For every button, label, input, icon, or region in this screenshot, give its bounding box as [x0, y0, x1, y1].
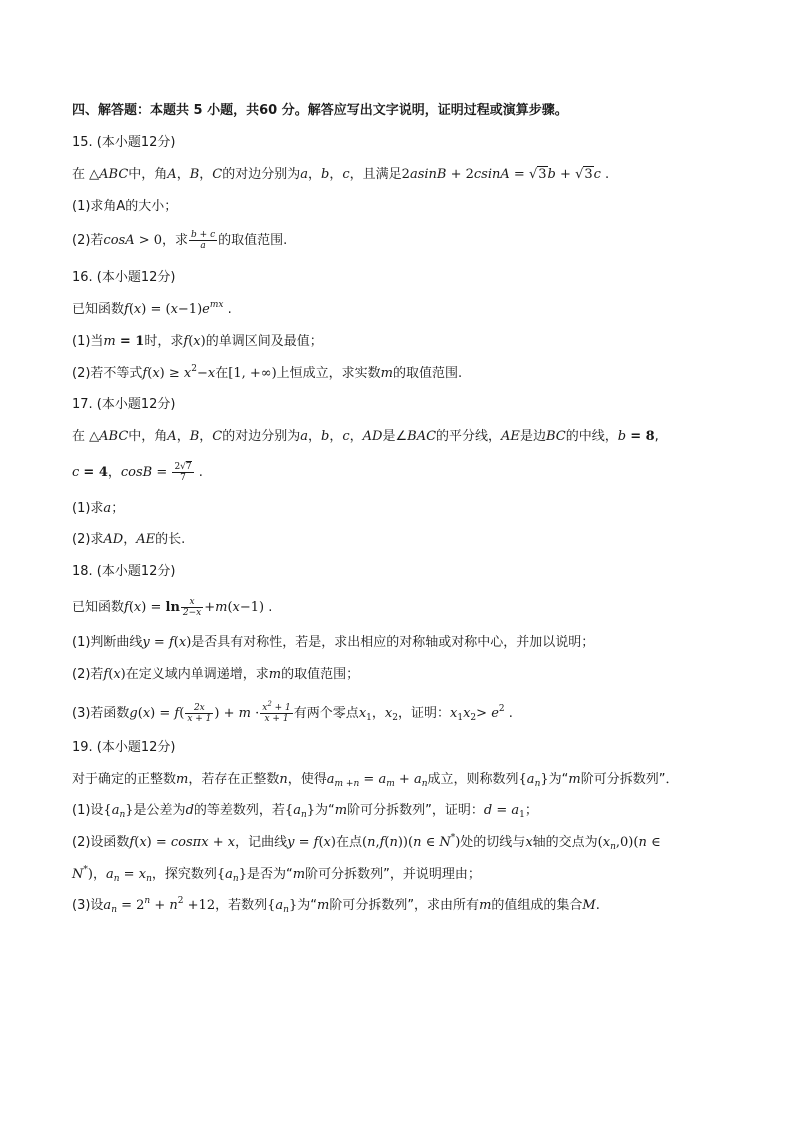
- problem-18-part-3: (3)若函数g(x) = f( $\frac{2x}{x + 1}$ ) + m · $\frac{x^2 + 1}{x + 1}$ 有两个零点$x_1$，$x_2$，证明：$x_1x_2> e^2$ .: [72, 700, 513, 724]
- problem-16-part-1: (1)当m = 1时，求f(x)的单调区间及最值；: [72, 334, 323, 349]
- problem-19-part-3: (3)设$a_n = 2^n + n^2 +12$，若数列$\{a_n\}$为“m阶可分拆数列”，求由所有m的值组成的集合M.: [72, 896, 600, 915]
- problem-15-statement: 在 △ABC中，角A，B，C的对边分别为a，b，c，且满足2asinB + 2csinA = √3b + √3c .: [72, 167, 610, 182]
- section-heading: 四、解答题：本题共 5 小题，共60 分。解答应写出文字说明，证明过程或演算步骤。: [72, 103, 568, 118]
- problem-15-part-1: (1)求角A的大小；: [72, 199, 178, 214]
- problem-19-part-2-cont: N*)，$a_n = x_n$，探究数列$\{a_n\}$是否为“m阶可分拆数列”，并说明理由；: [72, 865, 481, 884]
- problem-19-statement: 对于确定的正整数m，若存在正整数n，使得$a_{m +n} = a_m + a_n$成立，则称数列$\{a_n\}$为“m阶可分拆数列”．: [72, 772, 679, 789]
- problem-18-part-2: (2)若f(x)在定义域内单调递增，求m的取值范围；: [72, 667, 360, 682]
- problem-19-part-2: (2)设函数f(x) = cosπx + x，记曲线y = f(x)在点(n,f(n))(n ∈ N*)处的切线与x轴的交点为$(x_n,0)(n$ ∈: [72, 833, 661, 852]
- problem-19-part-1: (1)设$\{a_n\}$是公差为d的等差数列，若$\{a_n\}$为“m阶可分拆数列”，证明：$d = a_1$；: [72, 803, 538, 820]
- problem-17-header: 17. (本小题12分): [72, 397, 176, 412]
- problem-19-header: 19. (本小题12分): [72, 740, 176, 755]
- problem-17-statement: 在 △ABC中，角A，B，C的对边分别为a，b，c，AD是∠BAC的平分线，AE是边BC的中线，b = 8,: [72, 429, 659, 444]
- problem-18-statement: 已知函数f(x) = ln $\frac{x}{2-x}$ +m(x−1) .: [72, 597, 273, 618]
- problem-17-part-1: (1)求a；: [72, 501, 125, 516]
- problem-15-header: 15. (本小题12分): [72, 135, 176, 150]
- problem-18-part-1: (1)判断曲线y = f(x)是否具有对称性，若是，求出相应的对称轴或对称中心，并加以说明；: [72, 635, 595, 650]
- problem-16-statement: 已知函数$f(x) = (x-1)e^{mx}$ .: [72, 300, 232, 317]
- problem-18-header: 18. (本小题12分): [72, 564, 176, 579]
- problem-17-part-2: (2)求AD，AE的长.: [72, 532, 186, 547]
- problem-17-statement-cont: c = 4，cosB = $\frac{2√7}{7}$ .: [72, 462, 203, 483]
- problem-15-part-2: (2)若cosA > 0，求 $\frac{b + c}{a}$ 的取值范围.: [72, 230, 288, 251]
- problem-16-part-2: (2)若不等式$f(x) \ge x^2-x$在[1, +∞)上恒成立，求实数m的取值范围.: [72, 364, 463, 381]
- problem-16-header: 16. (本小题12分): [72, 270, 176, 285]
